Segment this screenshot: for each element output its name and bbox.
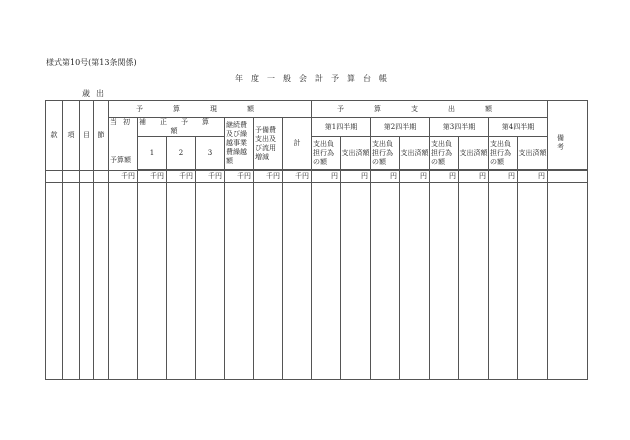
cell-initial[interactable] xyxy=(109,183,138,380)
header-supp-1: 1 xyxy=(138,137,167,170)
cell-q3-committed[interactable] xyxy=(430,183,459,380)
unit-carryover: 千円 xyxy=(225,171,254,183)
header-remarks-top xyxy=(548,101,588,118)
unit-q3-committed: 円 xyxy=(430,171,459,183)
cell-kan[interactable] xyxy=(46,183,63,380)
unit-total: 千円 xyxy=(283,171,312,183)
header-remarks: 備考 xyxy=(548,118,588,170)
unit-supp-3: 千円 xyxy=(196,171,225,183)
cell-q1-paid[interactable] xyxy=(341,183,371,380)
cell-reserve[interactable] xyxy=(254,183,283,380)
subtitle: 歳出 xyxy=(82,89,110,98)
header-initial-budget-bottom-label: 予算額 xyxy=(110,156,131,164)
header-q2-paid: 支出済額 xyxy=(400,137,430,170)
header-q4-paid: 支出済額 xyxy=(518,137,548,170)
header-quarter-3: 第3四半期 xyxy=(430,118,489,137)
header-kan: 款 xyxy=(46,101,63,171)
cell-q3-paid[interactable] xyxy=(459,183,489,380)
cell-q1-committed[interactable] xyxy=(312,183,341,380)
header-setsu: 節 xyxy=(94,101,109,171)
header-supplementary: 補正予算額 xyxy=(139,118,223,135)
unit-reserve: 千円 xyxy=(254,171,283,183)
title-text: 年度一般会計予算台帳 xyxy=(235,74,395,83)
header-moku: 目 xyxy=(80,101,94,171)
header-carryover: 継続費及び繰越事業費繰越額 xyxy=(225,118,254,170)
cell-carryover[interactable] xyxy=(225,183,254,380)
cell-moku[interactable] xyxy=(80,183,94,380)
cell-supp-2[interactable] xyxy=(167,183,196,380)
cell-q4-committed[interactable] xyxy=(489,183,518,380)
cell-remarks[interactable] xyxy=(548,183,588,380)
unit-q3-paid: 円 xyxy=(459,171,489,183)
unit-q4-paid: 円 xyxy=(518,171,548,183)
header-kou: 項 xyxy=(63,101,80,171)
budget-ledger-table xyxy=(45,100,588,380)
header-q3-committed: 支出負担行為の額 xyxy=(430,137,459,170)
header-supp-3: 3 xyxy=(196,137,225,170)
header-q4-committed: 支出負担行為の額 xyxy=(489,137,518,170)
header-initial-budget-top: 当初 xyxy=(109,118,138,170)
cell-q2-paid[interactable] xyxy=(400,183,430,380)
header-budget-current: 予算現額 xyxy=(109,101,312,118)
header-quarter-4: 第4四半期 xyxy=(489,118,548,137)
cell-supp-3[interactable] xyxy=(196,183,225,380)
form-number: 様式第10号(第13条関係) xyxy=(46,58,137,67)
header-quarter-1: 第1四半期 xyxy=(312,118,371,137)
cell-kou[interactable] xyxy=(63,183,80,380)
unit-q2-paid: 円 xyxy=(400,171,430,183)
header-q1-committed: 支出負担行為の額 xyxy=(312,137,341,170)
header-total: 計 xyxy=(283,118,312,170)
header-q3-paid: 支出済額 xyxy=(459,137,489,170)
unit-initial: 千円 xyxy=(109,171,138,183)
unit-q4-committed: 円 xyxy=(489,171,518,183)
unit-q2-committed: 円 xyxy=(371,171,400,183)
unit-supp-1: 千円 xyxy=(138,171,167,183)
table-row xyxy=(46,183,588,380)
cell-setsu[interactable] xyxy=(94,183,109,380)
header-supp-2: 2 xyxy=(167,137,196,170)
header-q1-paid: 支出済額 xyxy=(341,137,371,170)
cell-q2-committed[interactable] xyxy=(371,183,400,380)
header-budget-execution: 予算支出額 xyxy=(312,101,548,118)
cell-q4-paid[interactable] xyxy=(518,183,548,380)
cell-supp-1[interactable] xyxy=(138,183,167,380)
unit-supp-2: 千円 xyxy=(167,171,196,183)
unit-q1-paid: 円 xyxy=(341,171,371,183)
header-quarter-2: 第2四半期 xyxy=(371,118,430,137)
header-reserve: 予備費支出及び流用増減 xyxy=(254,118,283,170)
unit-row xyxy=(46,171,588,183)
header-row-2 xyxy=(46,118,588,137)
unit-q1-committed: 円 xyxy=(312,171,341,183)
header-q2-committed: 支出負担行為の額 xyxy=(371,137,400,170)
cell-total[interactable] xyxy=(283,183,312,380)
document-title xyxy=(0,73,630,84)
header-row-1 xyxy=(46,101,588,118)
